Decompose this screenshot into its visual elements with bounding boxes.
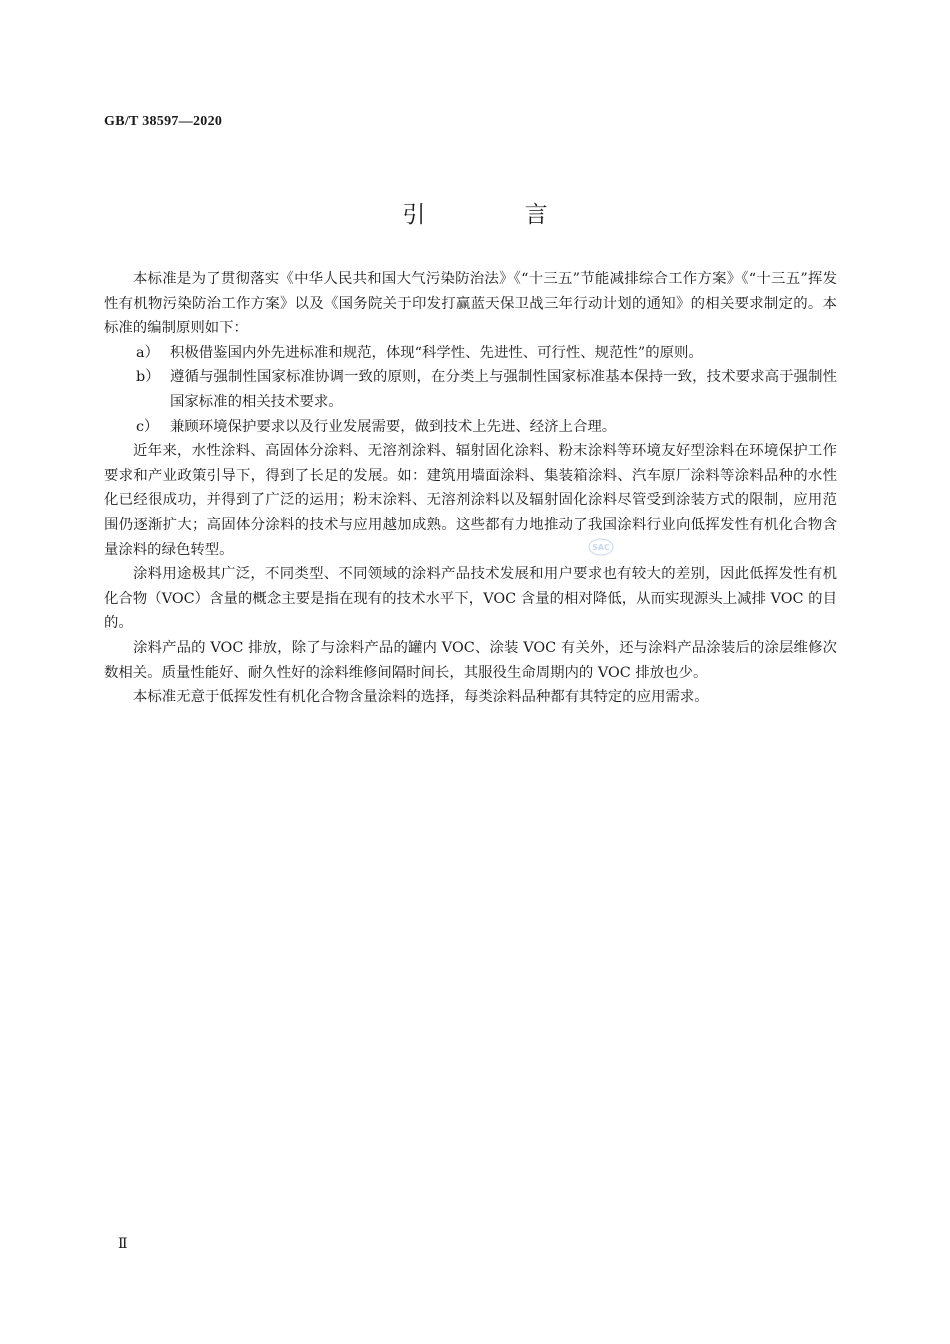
intro-paragraph: 本标准是为了贯彻落实《中华人民共和国大气污染防治法》《“十三五”节能减排综合工作方案》《“十三五”挥发性有机物污染防治工作方案》以及《国务院关于印发打赢蓝天保卫战三年行动计划的通知》的相关要求制定的。本标准的编制原则如下： (104, 271, 837, 337)
page-title: 引 言 (402, 202, 594, 228)
list-item-text: 兼顾环境保护要求以及行业发展需要，做到技术上先进、经济上合理。 (170, 418, 617, 435)
list-marker: a） (136, 344, 159, 361)
paragraph-voc-concept: 涂料用途极其广泛，不同类型、不同领域的涂料产品技术发展和用户要求也有较大的差别，因此低挥发性有机化合物（VOC）含量的概念主要是指在现有的技术水平下，VOC 含量的相对降低，从而实现源头上减排 VOC 的目的。 (104, 566, 837, 632)
standard-code: GB/T 38597—2020 (104, 114, 223, 129)
paragraph-voc-emission: 涂料产品的 VOC 排放，除了与涂料产品的罐内 VOC、涂装 VOC 有关外，还与涂料产品涂装后的涂层维修次数相关。质量性能好、耐久性好的涂料维修间隔时间长，其服役生命周期内的 VOC 排放也少。 (104, 639, 837, 681)
principle-item-c (104, 415, 837, 440)
principle-item-b (104, 365, 837, 414)
paragraph-development: 近年来，水性涂料、高固体分涂料、无溶剂涂料、辐射固化涂料、粉末涂料等环境友好型涂料在环境保护工作要求和产业政策引导下，得到了长足的发展。如：建筑用墙面涂料、集装箱涂料、汽车原厂涂料等涂料品种的水性化已经很成功，并得到了广泛的运用；粉末涂料、无溶剂涂料以及辐射固化涂料尽管受到涂装方式的限制，应用范围仍逐渐扩大；高固体分涂料的技术与应用越加成熟。这些都有力地推动了我国涂料行业向低挥发性有机化合物含量涂料的绿色转型。 (104, 443, 837, 558)
principle-item-a (104, 341, 837, 366)
document-body (104, 267, 837, 710)
list-item-text: 积极借鉴国内外先进标准和规范，体现“科学性、先进性、可行性、规范性”的原则。 (170, 344, 703, 361)
svg-text:SAC: SAC (592, 543, 610, 552)
sac-watermark-logo (588, 537, 614, 557)
page-number: Ⅱ (118, 1237, 128, 1252)
list-item-text: 遵循与强制性国家标准协调一致的原则，在分类上与强制性国家标准基本保持一致，技术要求高于强制性国家标准的相关技术要求。 (170, 369, 837, 410)
paragraph-scope: 本标准无意于低挥发性有机化合物含量涂料的选择，每类涂料品种都有其特定的应用需求。 (133, 689, 709, 706)
list-marker: c） (136, 418, 159, 435)
list-marker: b） (136, 369, 160, 386)
